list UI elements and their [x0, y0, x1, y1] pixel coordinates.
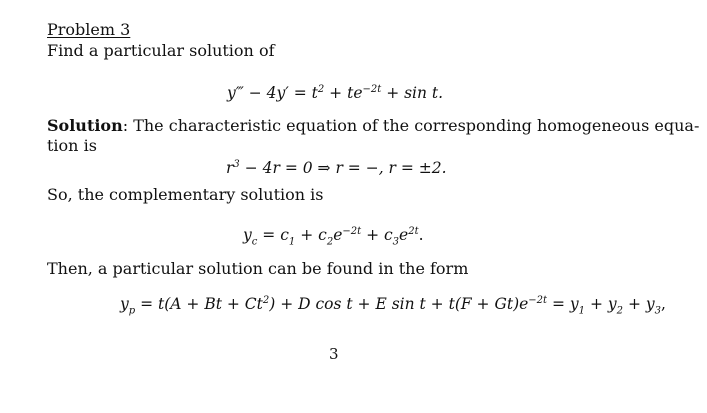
c1-subscript: 1 [288, 236, 296, 248]
solution-label: Solution [47, 116, 123, 135]
y2-subscript: 2 [616, 305, 624, 317]
part-end: , [661, 295, 666, 314]
c3-subscript: 3 [392, 236, 400, 248]
comp-exp2: 2t [408, 226, 419, 237]
part-part5: + y [623, 295, 655, 314]
comp-end: . [418, 226, 424, 245]
comp-part3: e [333, 226, 343, 245]
comp-part1: = c [257, 226, 289, 245]
problem-heading: Problem 3 [47, 20, 131, 39]
ode-t: t [311, 84, 318, 103]
part-part1: = t(A + Bt + Ct [135, 295, 263, 314]
y3-subscript: 3 [654, 305, 662, 317]
ode-tail: + sin t. [381, 84, 444, 103]
comp-part4: + c [361, 226, 393, 245]
ode-t-exponent: 2 [317, 84, 325, 95]
char-rest: − 4r = 0 ⇒ r = −, r = ±2. [239, 159, 447, 178]
problem-prompt: Find a particular solution of [47, 41, 275, 60]
characteristic-equation [226, 155, 447, 178]
char-r-exponent: 3 [233, 159, 240, 170]
comp-exp1: −2t [342, 226, 362, 237]
yp: y [120, 295, 129, 314]
yc: y [243, 226, 252, 245]
char-r: r [226, 159, 234, 178]
ct-exponent: 2 [262, 295, 270, 306]
yc-subscript: c [251, 236, 258, 248]
comp-part5: e [399, 226, 409, 245]
page-number: 3 [329, 345, 339, 363]
complementary-equation [243, 222, 424, 252]
ode-exponent: −2t [362, 84, 382, 95]
comp-part2: + c [295, 226, 327, 245]
ode-equation [227, 80, 443, 103]
solution-text-1: : The characteristic equation of the corresponding homogeneous equa- [122, 116, 700, 135]
complementary-text: So, the complementary solution is [47, 185, 324, 204]
part-part2: ) + D cos t + E sin t + t(F + Gt)e [269, 295, 529, 314]
c2-subscript: 2 [326, 236, 334, 248]
particular-equation [120, 291, 666, 321]
y1-subscript: 1 [578, 305, 586, 317]
part-part3: = y [547, 295, 579, 314]
solution-line-2: tion is [47, 136, 97, 155]
part-exp1: −2t [528, 295, 548, 306]
yp-subscript: p [128, 305, 136, 317]
part-part4: + y [585, 295, 617, 314]
particular-text: Then, a particular solution can be found in the form [47, 259, 469, 278]
solution-line-1 [47, 116, 699, 136]
ode-term-te: + te [324, 84, 363, 103]
ode-lhs: y‴ − 4y′ = [227, 84, 312, 103]
